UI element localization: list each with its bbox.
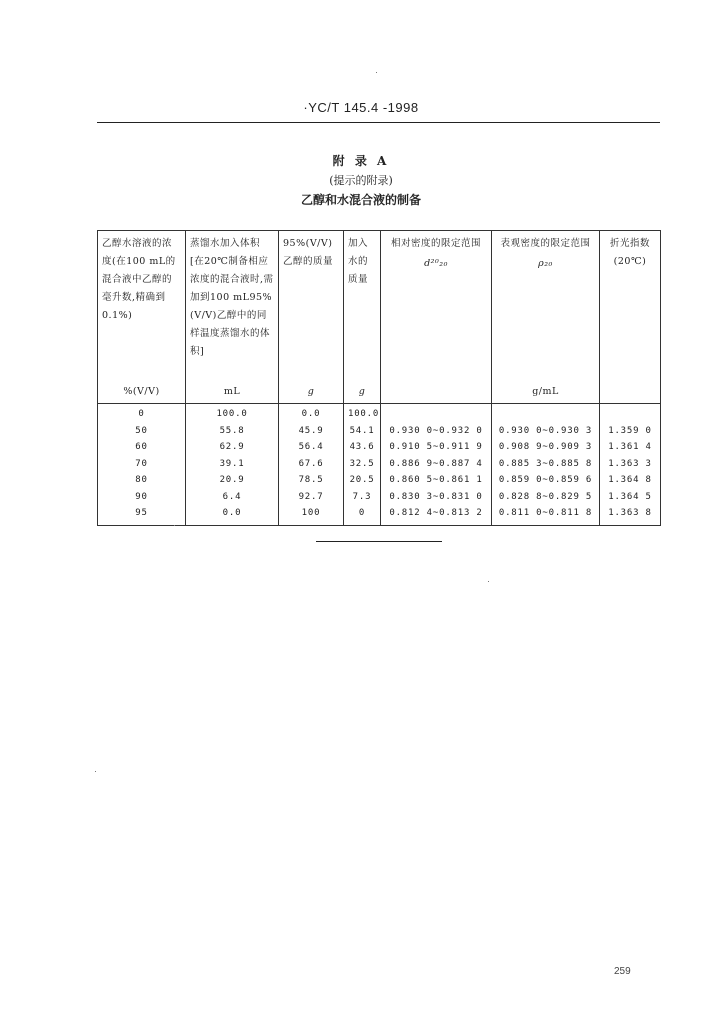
header-apparent-density: [492, 231, 600, 382]
table-cell: 1.363 3: [600, 456, 661, 473]
apparent-density-symbol: ρ₂₀: [538, 258, 553, 269]
unit-water-volume: mL: [186, 381, 279, 404]
unit-refractive-index: [600, 381, 661, 404]
annex-title: 附 录 A: [332, 154, 390, 168]
header-water-volume: 蒸馏水加入体积[在20℃制备相应浓度的混合液时,需加到100 mL95%(V/V)乙醇中的同样温度蒸馏水的体积]: [186, 231, 279, 382]
preparation-table: [97, 230, 661, 526]
table-body: [98, 404, 661, 526]
header-refractive-index: 折光指数(20℃): [600, 231, 661, 382]
relative-density-symbol: d²⁰₂₀: [424, 258, 448, 269]
table-cell: 45.9: [279, 423, 344, 440]
table-cell: 95: [98, 505, 186, 525]
table-cell: 70: [98, 456, 186, 473]
table-cell: 100: [279, 505, 344, 525]
table-row: [98, 489, 661, 506]
table-cell: [492, 404, 600, 423]
table-cell: 1.364 8: [600, 472, 661, 489]
table-units-row: [98, 381, 661, 404]
header-ethanol-mass: 95%(V/V)乙醇的质量: [279, 231, 344, 382]
table-cell: 6.4: [186, 489, 279, 506]
table-cell: 62.9: [186, 439, 279, 456]
scan-speck: [95, 771, 96, 772]
annex-heading: 乙醇和水混合液的制备: [300, 193, 421, 207]
table-cell: 0.860 5~0.861 1: [381, 472, 492, 489]
table-header-row: [98, 231, 661, 382]
header-apparent-density-label: 表观密度的限定范围: [500, 238, 591, 249]
table-cell: 90: [98, 489, 186, 506]
table-cell: 0.885 3~0.885 8: [492, 456, 600, 473]
page-number: 259: [614, 966, 631, 977]
table-row: [98, 472, 661, 489]
table-cell: 80: [98, 472, 186, 489]
table-cell: 0: [98, 404, 186, 423]
table-cell: 0.0: [186, 505, 279, 525]
table-cell: 0.828 8~0.829 5: [492, 489, 600, 506]
table-cell: 32.5: [344, 456, 381, 473]
table-cell: 39.1: [186, 456, 279, 473]
table-cell: 0.930 0~0.932 0: [381, 423, 492, 440]
table-cell: 0.930 0~0.930 3: [492, 423, 600, 440]
table-cell: 54.1: [344, 423, 381, 440]
header-relative-density: [381, 231, 492, 382]
unit-relative-density: [381, 381, 492, 404]
table-row: [98, 423, 661, 440]
header-rule: [97, 122, 660, 123]
table-cell: 56.4: [279, 439, 344, 456]
table-cell: [381, 404, 492, 423]
table-cell: 55.8: [186, 423, 279, 440]
table-cell: 0.908 9~0.909 3: [492, 439, 600, 456]
scan-speck: [174, 525, 175, 526]
standard-code: ·YC/T 145.4 -1998: [303, 100, 419, 115]
header-water-mass: 加入水的质量: [344, 231, 381, 382]
table-cell: 1.361 4: [600, 439, 661, 456]
table-cell: 0: [344, 505, 381, 525]
unit-ethanol-mass: g: [279, 381, 344, 404]
table-row: [98, 404, 661, 423]
table-cell: 50: [98, 423, 186, 440]
table-cell: 78.5: [279, 472, 344, 489]
annex-note: (提示的附录): [329, 174, 393, 187]
table-cell: 1.363 8: [600, 505, 661, 525]
scan-speck: [376, 72, 377, 73]
scan-speck: [488, 581, 489, 582]
unit-concentration: %(V/V): [98, 381, 186, 404]
table-cell: 92.7: [279, 489, 344, 506]
table-cell: 0.859 0~0.859 6: [492, 472, 600, 489]
table-cell: 20.5: [344, 472, 381, 489]
table-cell: 67.6: [279, 456, 344, 473]
table-cell: 0.811 0~0.811 8: [492, 505, 600, 525]
table-row: [98, 439, 661, 456]
unit-water-mass: g: [344, 381, 381, 404]
header-relative-density-label: 相对密度的限定范围: [390, 238, 481, 249]
unit-apparent-density: g/mL: [492, 381, 600, 404]
table-cell: 1.359 0: [600, 423, 661, 440]
table-cell: 0.0: [279, 404, 344, 423]
end-rule: [316, 541, 442, 542]
table-cell: 60: [98, 439, 186, 456]
table-row: [98, 505, 661, 525]
table-row: [98, 456, 661, 473]
table-cell: 0.886 9~0.887 4: [381, 456, 492, 473]
table-cell: 100.0: [344, 404, 381, 423]
table-cell: 0.812 4~0.813 2: [381, 505, 492, 525]
table-cell: 100.0: [186, 404, 279, 423]
table-cell: 7.3: [344, 489, 381, 506]
table-cell: 0.830 3~0.831 0: [381, 489, 492, 506]
header-concentration: 乙醇水溶液的浓度(在100 mL的混合液中乙醇的毫升数,精确到0.1%): [98, 231, 186, 382]
table-cell: [600, 404, 661, 423]
table-cell: 1.364 5: [600, 489, 661, 506]
table-cell: 43.6: [344, 439, 381, 456]
table-cell: 0.910 5~0.911 9: [381, 439, 492, 456]
table-cell: 20.9: [186, 472, 279, 489]
